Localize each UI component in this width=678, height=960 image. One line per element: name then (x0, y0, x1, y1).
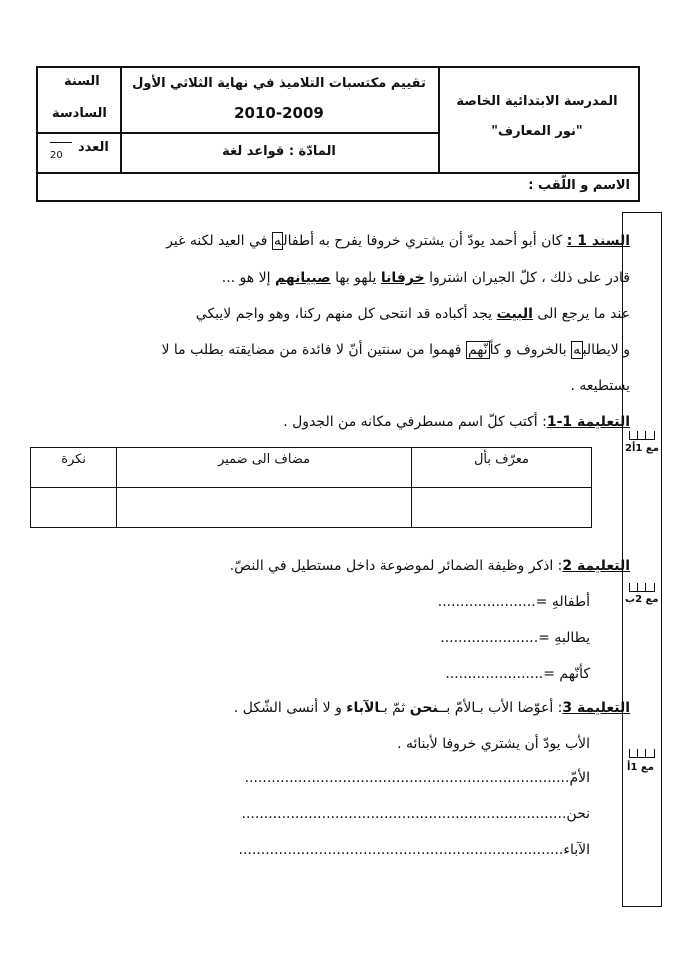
score-ticks (629, 583, 655, 592)
divider (438, 68, 440, 174)
item-label: كأنّهم = (543, 666, 590, 682)
answer-row[interactable] (245, 770, 590, 786)
text-line-1 (166, 233, 630, 249)
answer-cell[interactable] (411, 488, 591, 528)
answer-row[interactable] (438, 594, 590, 610)
answer-cell[interactable] (31, 488, 117, 528)
answer-blank[interactable]: ......................................................................... (244, 770, 570, 786)
item-label: نحن (566, 806, 590, 822)
header-box (36, 66, 640, 202)
text-line-5 (571, 378, 630, 394)
text-span: يجد أكباده قد انتحى كل منهم ركنا، وهو واجم لايبكي (195, 306, 493, 322)
question-text: ثمّ بـ (379, 700, 406, 716)
answer-blank[interactable]: ......................................................................... (241, 806, 567, 822)
sanad-label: السند 1 : (566, 233, 630, 249)
subject: المادّة : قواعد لغة (222, 144, 336, 159)
question-text: نحن (409, 700, 439, 716)
question-label: التعليمة 1-1 (546, 414, 630, 430)
answer-blank[interactable]: ...................... (437, 594, 536, 610)
question-label: التعليمة 2 (562, 558, 630, 574)
answer-table (30, 447, 592, 528)
score-label: العدد (78, 140, 109, 155)
answer-row[interactable] (440, 630, 590, 646)
item-label: الأمّ (569, 770, 590, 786)
text-span: كان أبو أحمد يودّ أن يشتري خروفا يفرح به أطفال (283, 233, 563, 249)
score-ticks (629, 431, 655, 440)
score-mark-2: مع 2ب (625, 594, 659, 605)
divider (120, 132, 438, 134)
score-ticks (629, 749, 655, 758)
answer-row[interactable] (242, 806, 590, 822)
question-text: : أكتب كلّ اسم مسطرفي مكانه من الجدول . (283, 414, 547, 430)
score-mark-3: مع 1أ (627, 762, 654, 773)
text-span: و لايطالب (582, 342, 630, 358)
divider (120, 68, 122, 174)
divider (38, 132, 120, 134)
underlined-noun: خرفانا (380, 270, 425, 286)
score-max: 20 (50, 150, 63, 161)
question-2 (230, 558, 630, 574)
question-text: : أعوّضا الأب بـالأمّ بــ (438, 700, 563, 716)
text-span: قادر على ذلك ، كلّ الجيران اشتروا (429, 270, 630, 286)
school-name: المدرسة الابتدائية الخاصة (456, 94, 618, 109)
text-span: فهموا من سنتين أنّ لا فائدة من مضايقته بطلب ما لا (161, 342, 462, 358)
text-span: يستطيعه . (570, 378, 630, 394)
exam-title: تقييم مكتسبات التلاميذ في نهاية الثلاثي الأول (132, 76, 426, 91)
question-text: و لا أنسى الشّكل . (233, 700, 342, 716)
answer-blank[interactable]: ...................... (440, 630, 539, 646)
text-span: يلهو بها (335, 270, 377, 286)
question-3 (234, 700, 630, 716)
item-label: يطالبهِ = (538, 630, 590, 646)
col-header: معرّف بأل (411, 448, 591, 488)
underlined-noun: البيت (496, 306, 533, 322)
answer-blank[interactable]: ...................... (445, 666, 544, 682)
model-sentence: الأب يودّ أن يشتري خروفا لأبنائه . (397, 736, 590, 752)
question-1 (283, 414, 630, 430)
item-label: الآباء (563, 842, 590, 858)
divider (38, 172, 638, 174)
question-text: الآباء (346, 700, 380, 716)
school-name-2: "نور المعارف" (491, 124, 583, 139)
col-header: مضاف الى ضمير (117, 448, 412, 488)
text-line-4 (161, 342, 630, 358)
answer-blank[interactable]: ......................................................................... (238, 842, 564, 858)
text-span: إلا هو ... (221, 270, 271, 286)
item-label: أطفالهِ = (535, 594, 590, 610)
text-line-2 (222, 270, 630, 286)
answer-cell[interactable] (117, 488, 412, 528)
question-label: التعليمة 3 (562, 700, 630, 716)
text-line-3 (196, 306, 630, 322)
text-span: بالخروف و كأ (489, 342, 567, 358)
level-value: السادسة (52, 106, 107, 121)
boxed-pronoun: نّهم (467, 342, 488, 358)
level-label: السنة (64, 74, 100, 89)
score-mark-1: مع 1أ2 (625, 443, 659, 454)
boxed-pronoun: ه (273, 233, 282, 249)
underlined-noun: صبيانهم (274, 270, 331, 286)
boxed-pronoun: ه (573, 342, 581, 358)
col-header: نكرة (31, 448, 117, 488)
text-span: عند ما يرجع الى (537, 306, 630, 322)
school-year: 2010-2009 (234, 104, 324, 122)
score-line (50, 142, 72, 143)
text-span: في العيد لكنه غير (166, 233, 268, 249)
name-label: الاسم و اللّقب : (528, 178, 630, 193)
answer-row[interactable] (445, 666, 590, 682)
answer-row[interactable] (239, 842, 591, 858)
question-text: : اذكر وظيفة الضمائر لموضوعة داخل مستطيل في النصّ. (229, 558, 563, 574)
